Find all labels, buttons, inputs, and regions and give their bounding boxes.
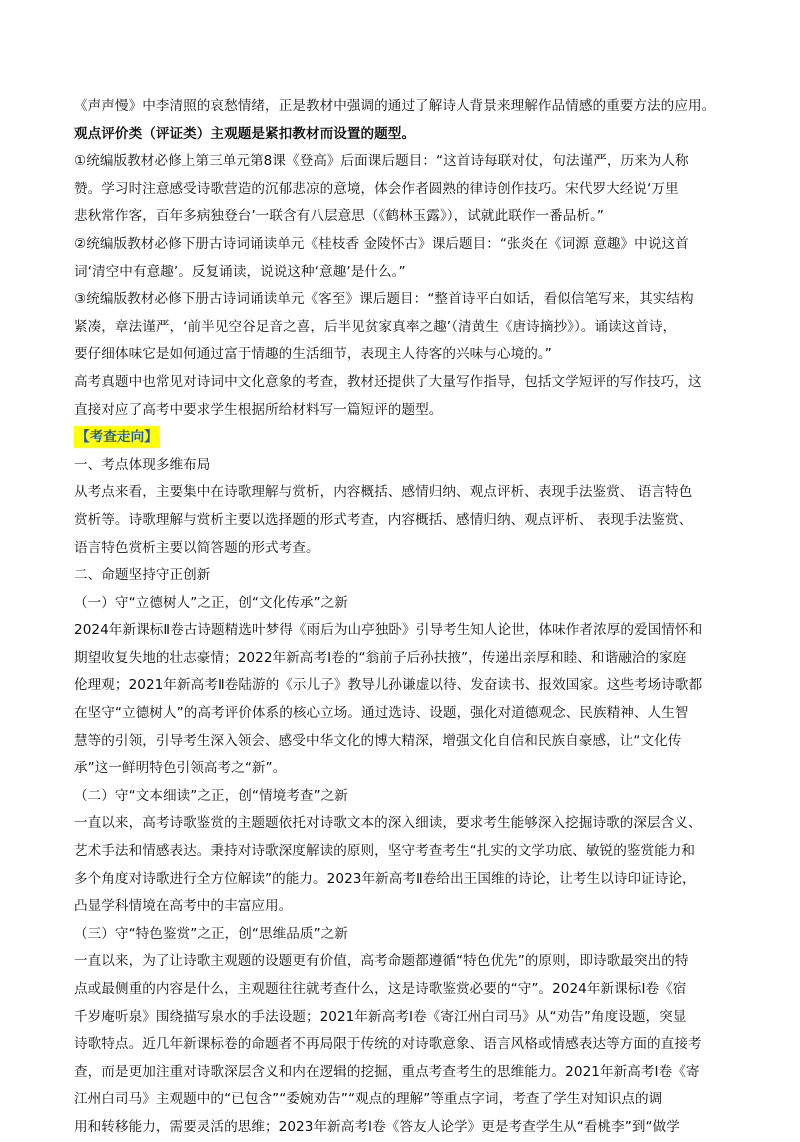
text-line: 从考点来看，主要集中在诗歌理解与赏析，内容概括、感情归纳、观点评析、表现手法鉴赏、 语言特色 <box>74 484 693 501</box>
text-line: 慧等的引领，引导考生深入领会、感受中华文化的博大精深，增强文化自信和民族自豪感，让“文化传 <box>74 732 682 749</box>
text-line: 语言特色赏析主要以简答题的形式考查。 <box>74 539 320 556</box>
text-line: 江州白司马》主观题中的“已包含”“委婉劝告”“观点的理解”等重点字词，考查了学生对知识点的调 <box>74 1091 663 1108</box>
text-line: 2024年新课标Ⅱ卷古诗题精选叶梦得《雨后为山亭独卧》引导考生知人论世，体味作者浓厚的爱国情怀和 <box>74 622 703 639</box>
text-line: 一直以来，高考诗歌鉴赏的主题题依托对诗歌文本的深入细读，要求考生能够深入挖掘诗歌的深层含义、 <box>74 815 702 832</box>
section-tag-line <box>74 424 730 452</box>
text-line: 《声声慢》中李清照的哀愁情绪，正是教材中强调的通过了解诗人背景来理解作品情感的重要方法的应用。 <box>74 98 716 114</box>
text-line: 千岁庵听泉》围绕描写泉水的手法设题；2021年新高考Ⅰ卷《寄江州白司马》从“劝告”角度设题，突显 <box>74 1008 687 1025</box>
text-line: 查，而是更加注重对诗歌深层含义和内在逻辑的挖掘，重点考查考生的思维能力。2021年新高考Ⅰ卷《寄 <box>74 1063 700 1080</box>
text-line: 高考真题中也常见对诗词中文化意象的考查，教材还提供了大量写作指导，包括文学短评的写作技巧，这 <box>74 373 702 390</box>
text-line: 承”这一鲜明特色引领高考之“新”。 <box>74 760 287 777</box>
text-line: 凸显学科情境在高考中的丰富应用。 <box>74 898 293 915</box>
text-line: 紧凑，章法谨严，‘前半见空谷足音之喜，后半见贫家真率之趣’（清黄生《唐诗摘抄》）。诵读这首诗， <box>74 318 677 335</box>
text-line: ②统编版教材必修下册古诗词诵读单元《桂枝香 金陵怀古》课后题目：“张炎在《词源 意趣》中说这首 <box>74 235 689 252</box>
subsection-heading: （二）守“文本细读”之正，创“情境考查”之新 <box>74 787 348 804</box>
section-tag: 【考查走向】 <box>74 426 160 448</box>
section-heading: 一、考点体现多维布局 <box>74 456 211 473</box>
text-line: 在坚守“立德树人”的高考评价体系的核心立场。通过选诗、设题，强化对道德观念、民族精神、人生智 <box>74 705 689 722</box>
section-heading: 二、命题坚持守正创新 <box>74 567 211 584</box>
text-line: 悲秋常作客，百年多病独登台’一联含有八层意思（《鹤林玉露》），试就此联作一番品析。” <box>74 208 605 225</box>
subsection-heading: （一）守“立德树人”之正，创“文化传承”之新 <box>74 594 348 611</box>
text-line: 赞。学习时注意感受诗歌营造的沉郁悲凉的意境，体会作者圆熟的律诗创作技巧。宋代罗大经说‘万里 <box>74 180 679 197</box>
text-line: 要仔细体味它是如何通过富于情趣的生活细节，表现主人待客的兴味与心境的。” <box>74 346 552 363</box>
bold-heading-line: 观点评价类（评证类）主观题是紧扣教材而设置的题型。 <box>74 125 416 142</box>
text-line: 用和转移能力，需要灵活的思维；2023年新高考Ⅰ卷《答友人论学》更是考查学生从“看桃李”到“做学 <box>74 1118 680 1135</box>
document-page <box>74 93 730 1142</box>
text-line: 期望收复失地的壮志豪情；2022年新高考Ⅰ卷的“翁前子后孙扶掖”，传递出亲厚和睦、和谐融洽的家庭 <box>74 649 687 666</box>
text-line: 艺术手法和情感表达。秉持对诗歌深度解读的原则，坚守考查考生“扎实的文学功底、敏锐的鉴赏能力和 <box>74 843 696 860</box>
text-line: ①统编版教材必修上第三单元第8课《登高》后面课后题目：“这首诗每联对仗，句法谨严，历来为人称 <box>74 153 689 170</box>
subsection-heading: （三）守“特色鉴赏”之正，创“思维品质”之新 <box>74 925 348 942</box>
text-line: 伦理观；2021年新高考Ⅱ卷陆游的《示儿子》教导儿孙谦虚以待、发奋读书、报效国家。这些考场诗歌都 <box>74 677 703 694</box>
text-line: ③统编版教材必修下册古诗词诵读单元《客至》课后题目：“整首诗平白如话，看似信笔写来，其实结构 <box>74 291 694 308</box>
text-line: 词‘清空中有意趣’。反复诵读，说说这种‘意趣’是什么。” <box>74 263 406 280</box>
text-line: 点或最侧重的内容是什么，主观题往往就考查什么，这是诗歌鉴赏必要的“守”。2024年新课标Ⅰ卷《宿 <box>74 981 687 997</box>
text-line: 赏析等。诗歌理解与赏析主要以选择题的形式考查，内容概括、感情归纳、观点评析、 表现手法鉴赏、 <box>74 511 693 528</box>
text-line: 诗歌特点。近几年新课标卷的命题者不再局限于传统的对诗歌意象、语言风格或情感表达等方面的直接考 <box>74 1036 702 1053</box>
text-line: 一直以来，为了让诗歌主观题的设题更有价值，高考命题都遵循“特色优先”的原则，即诗歌最突出的特 <box>74 953 689 970</box>
text-line: 多个角度对诗歌进行全方位解读”的能力。2023年新高考Ⅱ卷给出王国维的诗论，让考生以诗印证诗论， <box>74 870 696 887</box>
text-line: 直接对应了高考中要求学生根据所给材料写一篇短评的题型。 <box>74 401 443 418</box>
